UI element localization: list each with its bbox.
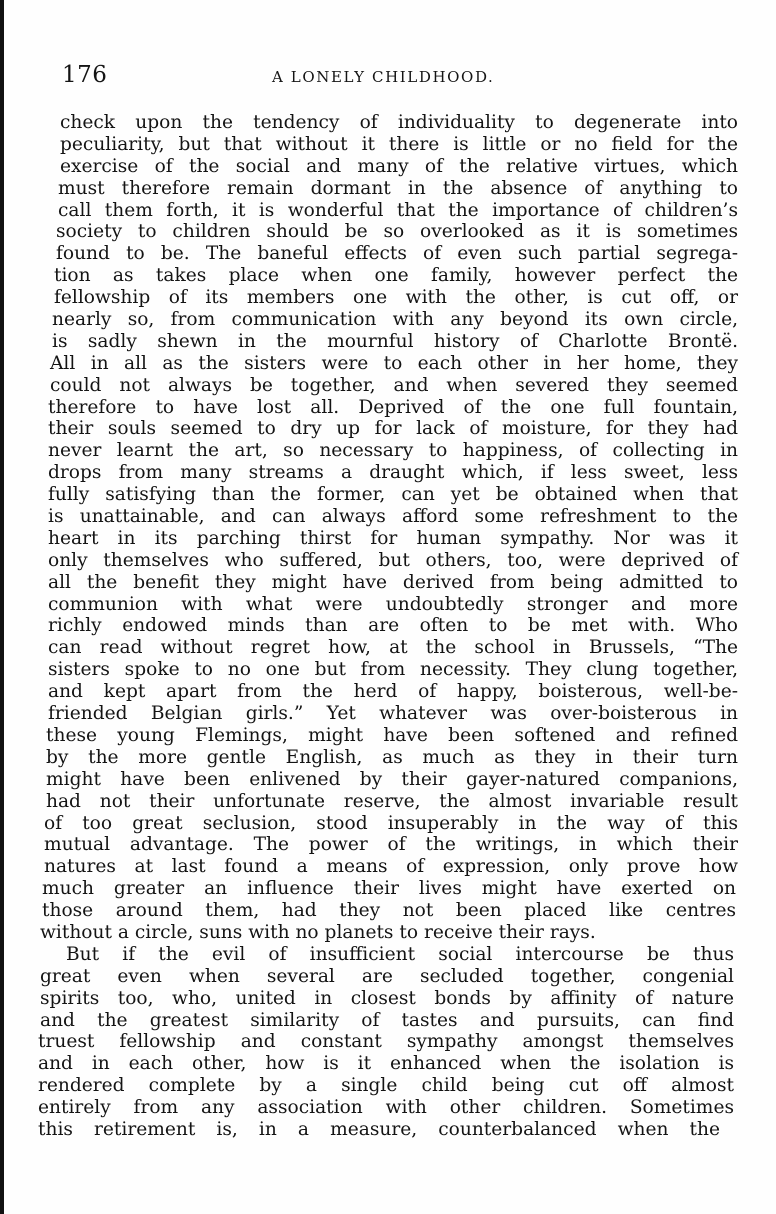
- text-line: communion with what were undoubtedly stronger and more: [48, 593, 738, 615]
- text-line: check upon the tendency of individuality to degenerate into: [60, 112, 738, 133]
- text-line: But if the evil of insufficient social intercourse be thus: [66, 943, 734, 965]
- text-line: All in all as the sisters were to each other in her home, they: [50, 352, 738, 374]
- text-line: friended Belgian girls.” Yet whatever was over-boisterous in: [48, 703, 738, 725]
- text-line: never learnt the art, so necessary to happiness, of collecting in: [48, 440, 738, 462]
- text-line: those around them, had they not been placed like centres: [42, 900, 736, 922]
- text-line: tion as takes place when one family, however perfect the: [54, 265, 738, 287]
- text-line: can read without regret how, at the school in Brussels, “The: [48, 637, 738, 659]
- body-text: [38, 112, 736, 1141]
- page-header: [62, 62, 742, 96]
- text-line: by the more gentle English, as much as they in their turn: [46, 746, 738, 768]
- text-line: nearly so, from communication with any beyond its own circle,: [52, 309, 738, 331]
- text-line: exercise of the social and many of the relative virtues, which: [60, 155, 738, 177]
- page-number: 176: [62, 62, 108, 88]
- text-line: all the benefit they might have derived from being admitted to: [48, 571, 738, 593]
- text-line: sisters spoke to no one but from necessity. They clung together,: [48, 659, 738, 681]
- text-line: drops from many streams a draught which, if less sweet, less: [48, 462, 738, 484]
- text-line: mutual advantage. The power of the writings, in which their: [44, 834, 738, 856]
- text-line: this retirement is, in a measure, counterbalanced when the: [38, 1118, 720, 1140]
- text-line: of too great seclusion, stood insuperably in the way of this: [44, 812, 738, 834]
- text-line: peculiarity, but that without it there is little or no field for the: [60, 133, 738, 155]
- text-line: rendered complete by a single child being cut off almost: [38, 1075, 734, 1097]
- text-line: these young Flemings, might have been softened and refined: [46, 724, 738, 746]
- text-line: could not always be together, and when severed they seemed: [50, 374, 738, 396]
- text-line: much greater an influence their lives might have exerted on: [42, 878, 736, 900]
- text-line: had not their unfortunate reserve, the almost invariable result: [46, 790, 738, 812]
- text-line: only themselves who suffered, but others, too, were deprived of: [48, 549, 738, 571]
- text-line: and in each other, how is it enhanced when the isolation is: [38, 1053, 734, 1075]
- text-line: spirits too, who, united in closest bonds by affinity of nature: [40, 987, 734, 1009]
- text-line: richly endowed minds than are often to be met with. Who: [48, 615, 738, 637]
- text-line: is sadly shewn in the mournful history of Charlotte Brontë.: [52, 330, 738, 352]
- text-line: fellowship of its members one with the other, is cut off, or: [54, 287, 738, 309]
- text-line: society to children should be so overlooked as it is sometimes: [56, 221, 738, 243]
- text-line: truest fellowship and constant sympathy amongst themselves: [38, 1031, 734, 1053]
- text-line: must therefore remain dormant in the absence of anything to: [58, 177, 738, 199]
- text-line: call them forth, it is wonderful that the importance of children’s: [58, 199, 738, 221]
- text-line: without a circle, suns with no planets to receive their rays.: [40, 921, 596, 943]
- text-line: might have been enlivened by their gayer-natured companions,: [46, 768, 738, 790]
- page-edge-shadow: [0, 0, 4, 1214]
- text-line: entirely from any association with other children. Sometimes: [38, 1097, 734, 1119]
- text-line: heart in its parching thirst for human sympathy. Nor was it: [48, 527, 738, 549]
- text-line: therefore to have lost all. Deprived of the one full fountain,: [48, 396, 738, 418]
- text-line: great even when several are secluded together, congenial: [40, 965, 734, 987]
- text-line: and the greatest similarity of tastes and pursuits, can find: [40, 1009, 734, 1031]
- text-line: is unattainable, and can always afford some refreshment to the: [48, 506, 738, 528]
- text-line: natures at last found a means of expression, only prove how: [44, 856, 738, 878]
- text-line: their souls seemed to dry up for lack of moisture, for they had: [48, 418, 738, 440]
- running-head: A LONELY CHILDHOOD.: [272, 68, 495, 86]
- text-line: and kept apart from the herd of happy, boisterous, well-be-: [48, 681, 738, 703]
- text-line: fully satisfying than the former, can yet be obtained when that: [48, 484, 738, 506]
- text-line: found to be. The baneful effects of even such partial segrega-: [56, 243, 738, 265]
